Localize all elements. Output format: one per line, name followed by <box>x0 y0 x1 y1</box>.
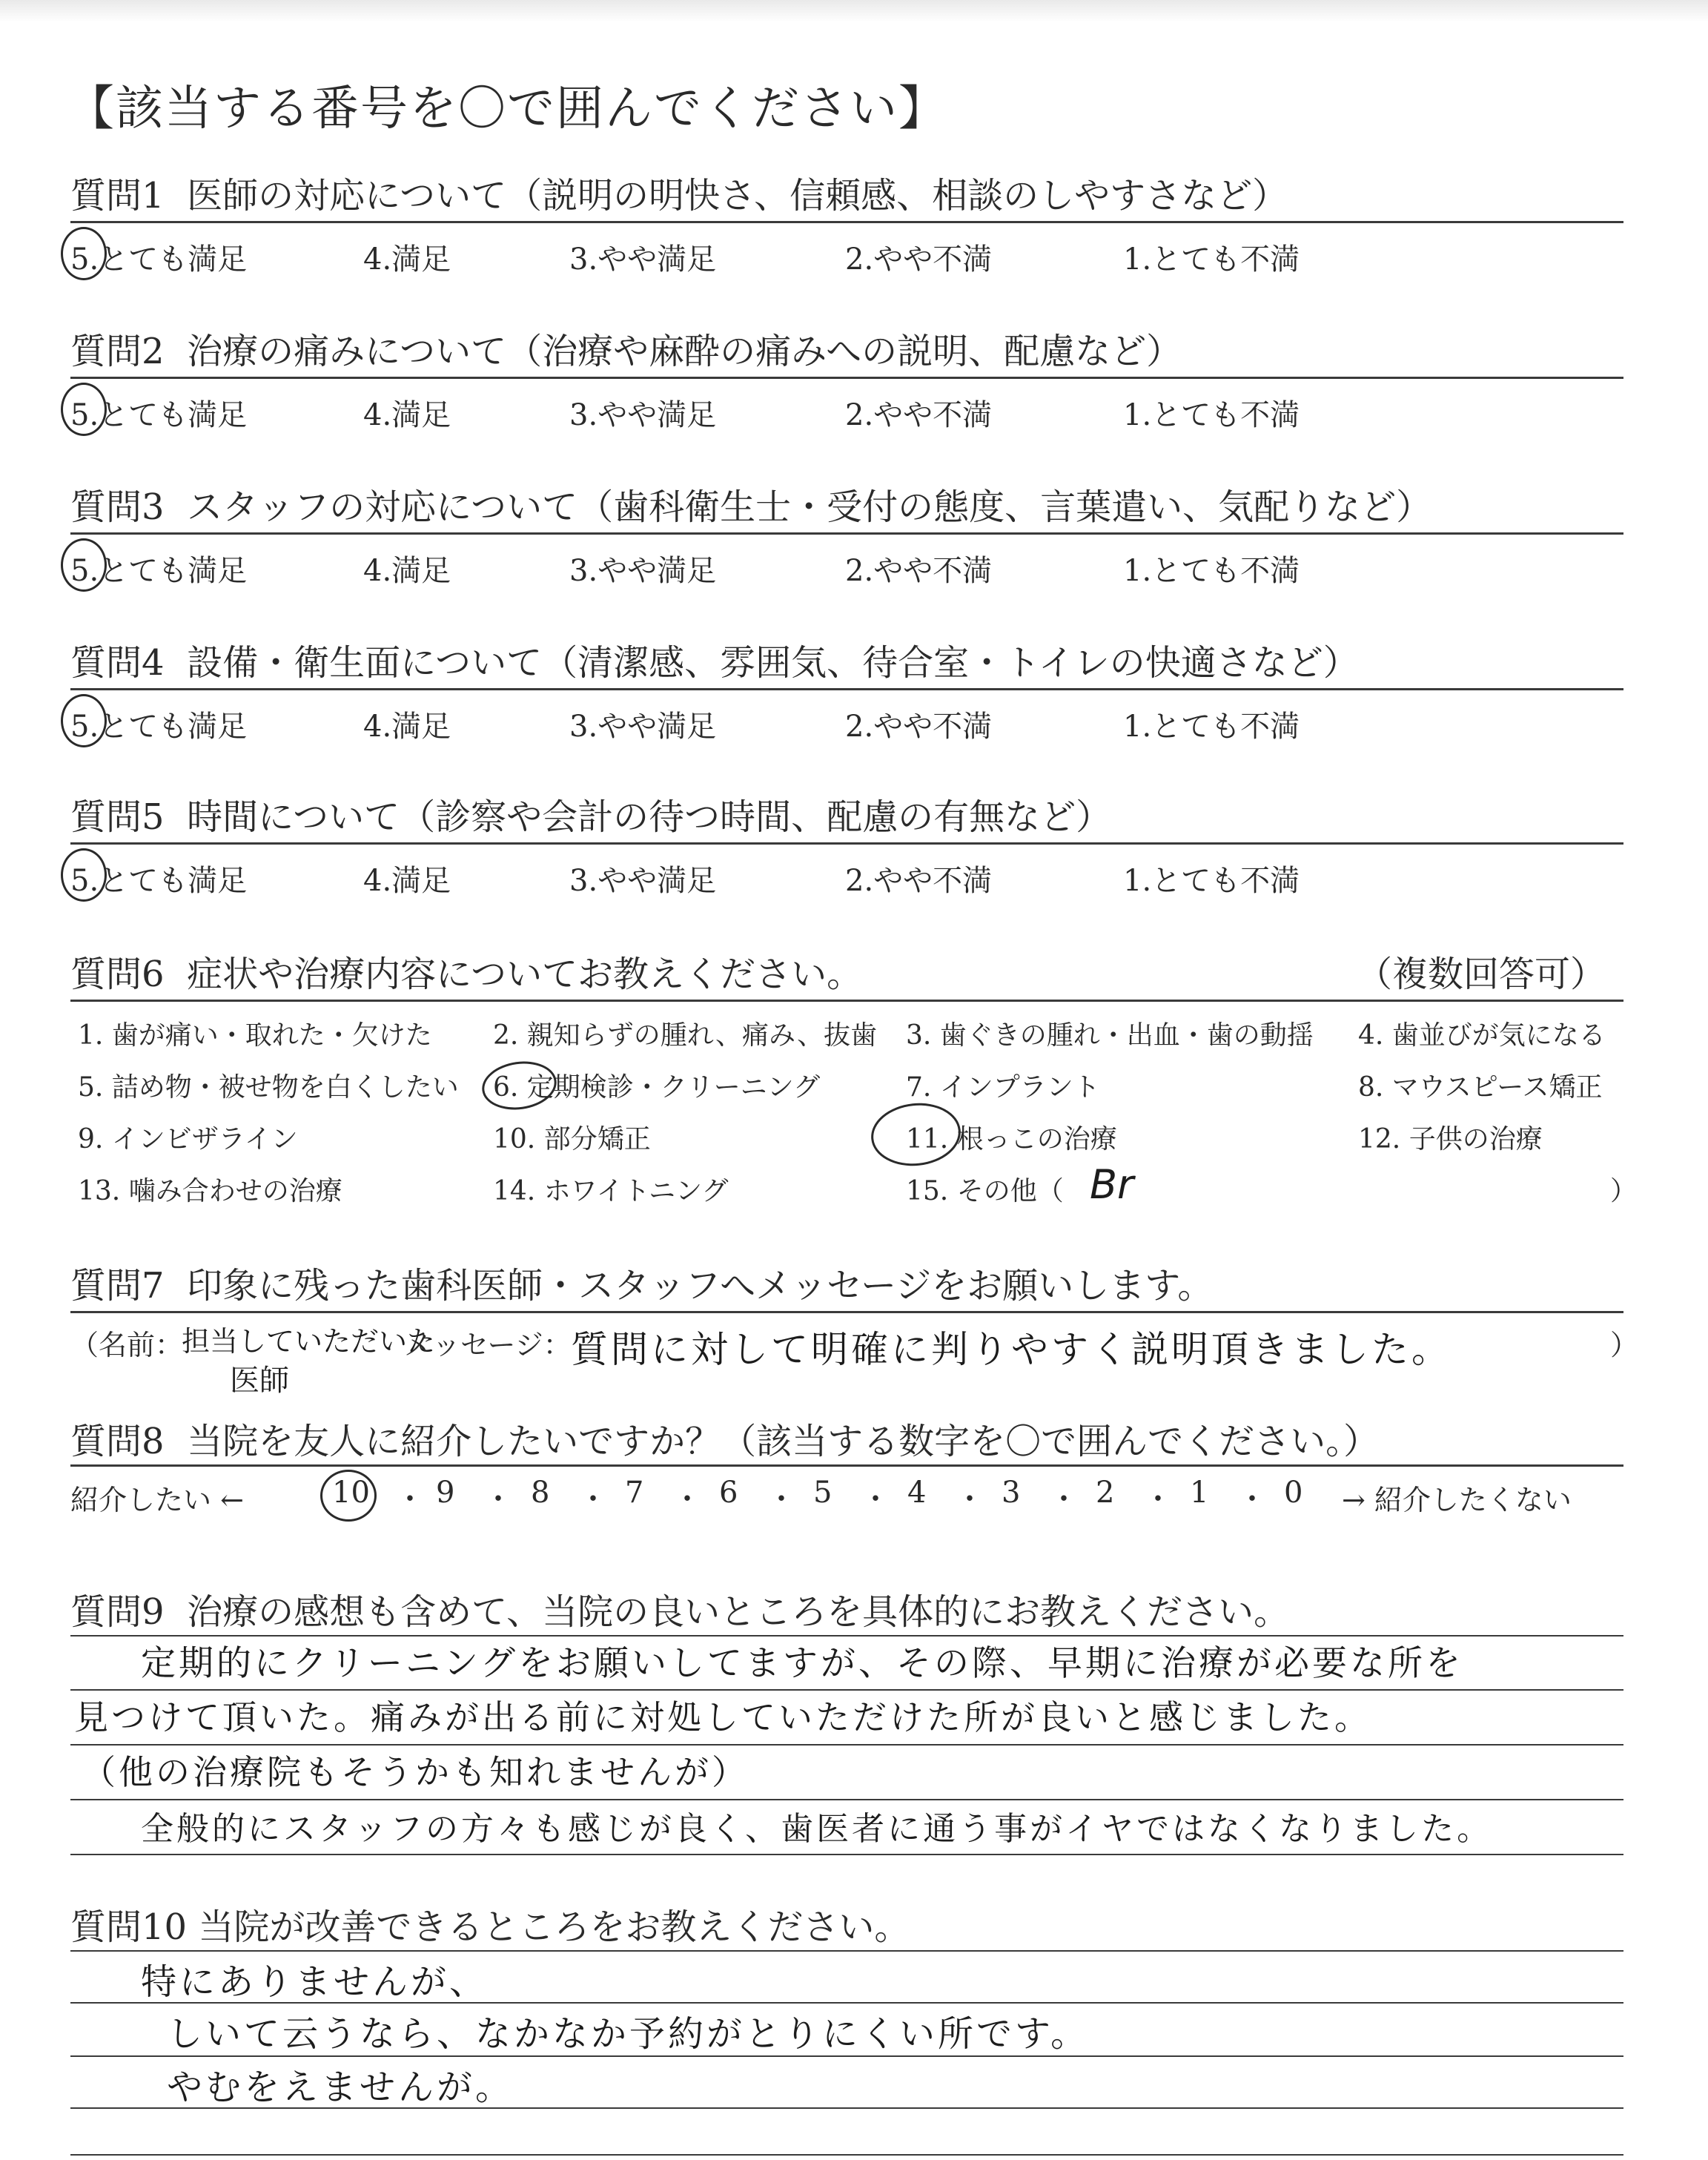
scale-dot: ・ <box>672 1482 702 1516</box>
scale-value-4[interactable]: 4 <box>907 1476 927 1510</box>
rating-option-5[interactable]: 5.とても満足 <box>70 710 248 744</box>
question-2-heading <box>70 323 1182 374</box>
symptom-option-9[interactable]: 9. インビザライン <box>78 1124 298 1155</box>
rating-option-5[interactable]: 5.とても満足 <box>70 242 248 277</box>
answer-circle-mark <box>320 1470 377 1522</box>
answer-rule <box>70 1950 1623 1952</box>
question-label: 質問2 <box>70 331 165 372</box>
answer-circle-mark <box>61 538 107 592</box>
question-label: 質問5 <box>70 796 165 838</box>
scale-value-10[interactable]: 10 <box>332 1476 370 1510</box>
rating-option-3[interactable]: 3.やや満足 <box>569 398 717 432</box>
question-10-heading <box>70 1898 910 1949</box>
scale-dot: ・ <box>395 1482 425 1516</box>
rating-option-3[interactable]: 3.やや満足 <box>569 864 717 898</box>
scale-dot: ・ <box>483 1482 513 1516</box>
symptom-option-4[interactable]: 4. 歯並びが気になる <box>1358 1020 1606 1051</box>
rating-option-4[interactable]: 4.満足 <box>363 398 451 432</box>
scale-value-8[interactable]: 8 <box>531 1476 550 1510</box>
handwritten-answer-line: やむをえませんが。 <box>167 2067 514 2108</box>
question-label: 質問6 <box>70 954 165 995</box>
symptom-option-1[interactable]: 1. 歯が痛い・取れた・欠けた <box>78 1020 432 1051</box>
scale-value-6[interactable]: 6 <box>719 1476 738 1510</box>
rating-option-3[interactable]: 3.やや満足 <box>569 242 717 277</box>
handwritten-answer-line: 特にありませんが、 <box>141 1961 489 2003</box>
scale-right-label: → 紹介したくない <box>1342 1484 1572 1516</box>
divider <box>70 1464 1623 1467</box>
rating-option-4[interactable]: 4.満足 <box>363 864 451 898</box>
scale-value-2[interactable]: 2 <box>1096 1476 1115 1510</box>
scale-value-3[interactable]: 3 <box>1002 1476 1021 1510</box>
divider <box>70 221 1623 223</box>
answer-circle-mark <box>61 694 107 747</box>
answer-rule <box>70 1799 1623 1800</box>
symptom-option-14[interactable]: 14. ホワイトニング <box>493 1176 729 1206</box>
scale-value-7[interactable]: 7 <box>625 1476 644 1510</box>
answer-circle-mark <box>61 227 107 280</box>
rating-option-2[interactable]: 2.やや不満 <box>845 710 993 744</box>
scale-value-5[interactable]: 5 <box>813 1476 833 1510</box>
handwritten-message: 質問に対して明確に判りやすく説明頂きました。 <box>571 1328 1452 1371</box>
symptom-option-5[interactable]: 5. 詰め物・被せ物を白くしたい <box>78 1072 459 1103</box>
question-5-heading <box>70 788 1111 839</box>
answer-rule <box>70 1854 1623 1855</box>
rating-option-4[interactable]: 4.満足 <box>363 710 451 744</box>
scale-value-1[interactable]: 1 <box>1190 1476 1209 1510</box>
scale-dot: ・ <box>1143 1482 1173 1516</box>
rating-option-2[interactable]: 2.やや不満 <box>845 398 993 432</box>
handwritten-name-line1: 担当していただいた <box>182 1325 436 1358</box>
question-text: 治療の感想も含めて、当院の良いところを具体的にお教えください。 <box>187 1591 1290 1633</box>
question-label: 質問4 <box>70 642 165 684</box>
handwritten-answer-line: 見つけて頂いた。痛みが出る前に対処していただけた所が良いと感じました。 <box>74 1697 1371 1737</box>
page-title: 【該当する番号を〇で囲んでください】 <box>67 82 947 136</box>
question-text: 医師の対応について（説明の明快さ、信頼感、相談のしやすさなど） <box>187 175 1288 217</box>
handwritten-answer-line: 定期的にクリーニングをお願いしてますが、その際、早期に治療が必要な所を <box>141 1643 1464 1684</box>
symptom-option-11[interactable]: 11. 根っこの治療 <box>906 1124 1117 1155</box>
question-3-heading <box>70 478 1431 529</box>
answer-circle-mark <box>479 1057 560 1114</box>
rating-option-3[interactable]: 3.やや満足 <box>569 710 717 744</box>
handwritten-answer-line: （他の治療院もそうかも知れませんが） <box>82 1752 749 1792</box>
symptom-option-15[interactable]: 15. その他（ <box>906 1176 1064 1206</box>
handwritten-answer-line: 全般的にスタッフの方々も感じが良く、歯医者に通う事がイヤではなくなりました。 <box>141 1810 1493 1848</box>
rating-option-4[interactable]: 4.満足 <box>363 242 451 277</box>
scale-dot: ・ <box>955 1482 984 1516</box>
rating-option-4[interactable]: 4.満足 <box>363 554 451 588</box>
other-handwritten-answer: Br <box>1090 1161 1134 1208</box>
divider <box>70 842 1623 845</box>
answer-circle-mark <box>61 383 107 436</box>
scale-dot: ・ <box>1237 1482 1267 1516</box>
symptom-option-8[interactable]: 8. マウスピース矯正 <box>1358 1072 1603 1103</box>
question-label: 質問3 <box>70 486 165 528</box>
rating-option-1[interactable]: 1.とても不満 <box>1123 398 1300 432</box>
rating-option-2[interactable]: 2.やや不満 <box>845 554 993 588</box>
question-label: 質問1 <box>70 175 165 217</box>
question-9-heading <box>70 1583 1289 1634</box>
question-label: 質問9 <box>70 1591 165 1633</box>
scale-value-0[interactable]: 0 <box>1284 1476 1303 1510</box>
divider <box>70 1000 1623 1002</box>
rating-option-1[interactable]: 1.とても不満 <box>1123 710 1300 744</box>
scale-dot: ・ <box>861 1482 890 1516</box>
question-label: 質問8 <box>70 1421 165 1462</box>
answer-circle-mark <box>61 848 107 902</box>
question-label: 質問7 <box>70 1265 165 1307</box>
close-paren: ） <box>1610 1329 1639 1361</box>
question-text: 当院が改善できるところをお教えください。 <box>198 1906 910 1948</box>
symptom-option-10[interactable]: 10. 部分矯正 <box>493 1124 651 1155</box>
question-1-heading <box>70 167 1288 218</box>
rating-option-3[interactable]: 3.やや満足 <box>569 554 717 588</box>
symptom-option-6[interactable]: 6. 定期検診・クリーニング <box>493 1072 821 1103</box>
scale-dot: ・ <box>767 1482 796 1516</box>
scale-dot: ・ <box>578 1482 608 1516</box>
symptom-option-13[interactable]: 13. 噛み合わせの治療 <box>78 1176 342 1206</box>
symptom-option-3[interactable]: 3. 歯ぐきの腫れ・出血・歯の動揺 <box>906 1020 1314 1051</box>
answer-circle-mark <box>868 1099 964 1170</box>
divider <box>70 688 1623 690</box>
question-7-heading <box>70 1257 1213 1308</box>
scale-dot: ・ <box>1049 1482 1079 1516</box>
rating-option-1[interactable]: 1.とても不満 <box>1123 242 1300 277</box>
rating-option-5[interactable]: 5.とても満足 <box>70 398 248 432</box>
message-label: メッセージ： <box>404 1329 572 1361</box>
rating-option-1[interactable]: 1.とても不満 <box>1123 554 1300 588</box>
symptom-option-7[interactable]: 7. インプラント <box>906 1072 1100 1103</box>
rating-option-1[interactable]: 1.とても不満 <box>1123 864 1300 898</box>
question-8-heading <box>70 1413 1379 1464</box>
rating-option-5[interactable]: 5.とても満足 <box>70 554 248 588</box>
symptom-option-2[interactable]: 2. 親知らずの腫れ、痛み、抜歯 <box>493 1020 878 1051</box>
divider <box>70 1311 1623 1313</box>
rating-option-2[interactable]: 2.やや不満 <box>845 242 993 277</box>
question-4-heading <box>70 634 1359 685</box>
scale-value-9[interactable]: 9 <box>436 1476 455 1510</box>
divider <box>70 377 1623 379</box>
question-text: 時間について（診察や会計の待つ時間、配慮の有無など） <box>187 796 1112 838</box>
close-paren: ） <box>1610 1176 1638 1206</box>
question-6-heading <box>70 945 862 997</box>
question-text: 治療の痛みについて（治療や麻酔の痛みへの説明、配慮など） <box>187 331 1182 372</box>
scale-left-label: 紹介したい ← <box>70 1484 244 1516</box>
rating-option-2[interactable]: 2.やや不満 <box>845 864 993 898</box>
rating-option-5[interactable]: 5.とても満足 <box>70 864 248 898</box>
divider <box>70 532 1623 535</box>
question-text: 当院を友人に紹介したいですか？（該当する数字を〇で囲んでください。） <box>187 1421 1380 1462</box>
question-label: 質問10 <box>70 1906 188 1948</box>
question-text: 設備・衛生面について（清潔感、雰囲気、待合室・トイレの快適さなど） <box>187 642 1359 684</box>
multiple-answer-note: （複数回答可） <box>1357 954 1606 995</box>
handwritten-name-line2: 医師 <box>230 1364 289 1398</box>
question-text: スタッフの対応について（歯科衛生士・受付の態度、言葉遣い、気配りなど） <box>187 486 1432 528</box>
handwritten-answer-line: しいて云うなら、なかなか予約がとりにくい所です。 <box>167 2013 1090 2055</box>
answer-rule <box>70 2154 1623 2156</box>
symptom-option-12[interactable]: 12. 子供の治療 <box>1358 1124 1543 1155</box>
name-label: （名前： <box>70 1329 184 1361</box>
question-text: 症状や治療内容についてお教えください。 <box>187 954 863 995</box>
question-text: 印象に残った歯科医師・スタッフへメッセージをお願いします。 <box>187 1265 1214 1307</box>
